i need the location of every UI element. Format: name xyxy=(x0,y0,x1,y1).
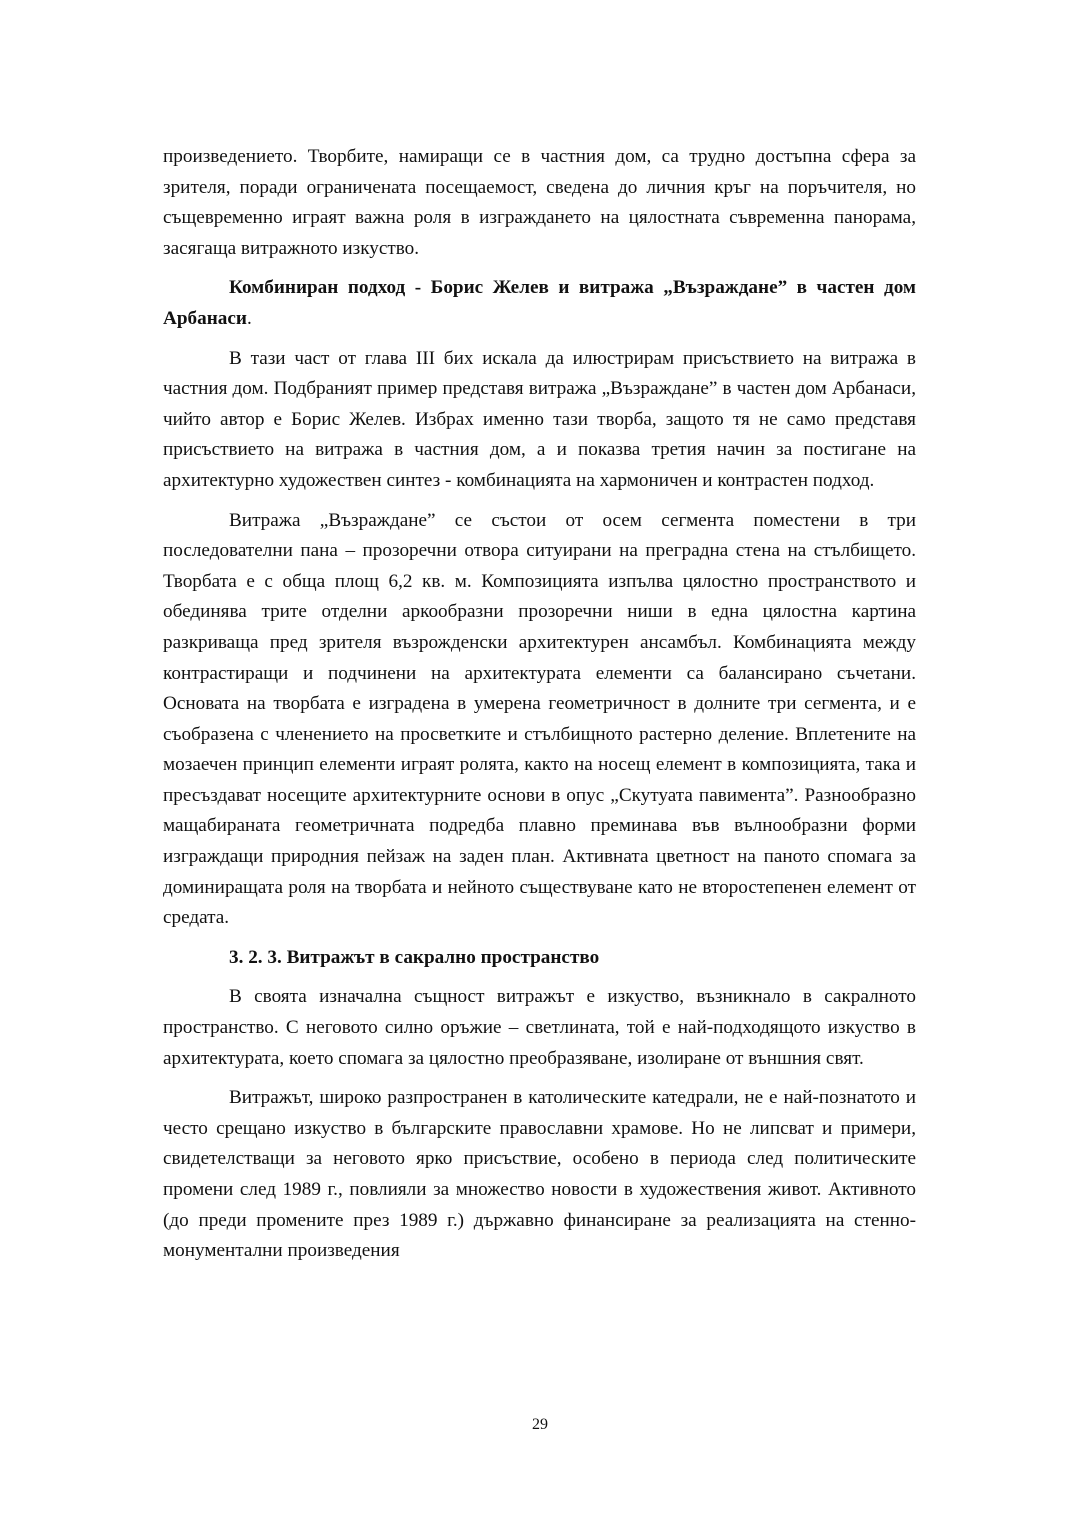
section-heading-sacral-space xyxy=(163,943,916,974)
paragraph-intro: произведението. Творбите, намиращи се в частния дом, са трудно достъпна сфера за зрителя, поради ограничената посещаемост, сведена до личния кръг на поръчителя, но същевременно играят важна роля в изграждането на цялостната съвременна панорама, засягаща витражното изкуство. xyxy=(163,146,916,259)
heading-text: 3. 2. 3. Витражът в сакрално пространство xyxy=(229,946,600,968)
heading-text: Комбиниран подход - Борис Желев и витража „Възраждане” в частен дом Арбанаси xyxy=(163,277,916,329)
paragraph-chapter-intro: В тази част от глава III бих искала да илюстрирам присъствието на витража в частния дом. Подбраният пример представя витража „Възраждане” в частен дом Арбанаси, чийто автор е Борис Желев. Избрах именно тази творба, защото тя не само представя присъствието на витража в частния дом, а и показва третия начин за постигане на архитектурно художествен синтез - комбинацията на хармоничен и контрастен подход. xyxy=(163,347,916,491)
page-number: 29 xyxy=(532,1416,548,1433)
document-body xyxy=(163,142,916,1276)
paragraph-orthodox-churches: Витражът, широко разпространен в католическите катедрали, не е най-познатото и често срещано изкуство в българските православни храмове. Но не липсват и примери, свидетелстващи за неговото ярко присъствие, особено в периода след политическите промени след 1989 г., повлияли за множество новости в художествения живот. Активното (до преди промените през 1989 г.) държавно финансиране за реализацията на стенно-монументални произведения xyxy=(163,1087,916,1262)
paragraph-vazrazhdane-description: Витража „Възраждане” се състои от осем сегмента поместени в три последователни пана – прозоречни отвора ситуирани на преградна стена на стълбището. Творбата е с обща площ 6,2 кв. м. Композицията изпълва цялостно пространството и обединява трите отделни аркообразни прозоречни ниши в една цялостна картина разкриваща пред зрителя възрожденски архитектурен ансамбъл. Комбинацията между контрастиращи и подчинени на архитектурата елементи са балансирано съчетани. Основата на творбата е изградена в умерена геометричност в долните три сегмента, и е съобразена с членението на просветките и стълбищното растерно деление. Вплетените на мозаечен принцип елементи играят ролята, както на носещ елемент в композицията, така и пресъздават носещите архитектурните основи в опус „Скутуата павимента”. Разнообразно мащабираната геометричната подредба плавно преминава във вълнообразни форми изграждащи природния пейзаж на заден план. Активната цветност на паното спомага за доминиращата роля на творбата и нейното съществуване като не второстепенен елемент от средата. xyxy=(163,509,916,929)
heading-tail: . xyxy=(246,307,252,329)
paragraph-sacral-origin: В своята изначална същност витражът е изкуство, възникнало в сакралното пространство. С неговото силно оръжие – светлината, той е най-подходящото изкуство в архитектурата, което спомага за цялостно преобразяване, изолиране от външния свят. xyxy=(163,986,916,1069)
section-heading-combined-approach xyxy=(163,273,916,334)
